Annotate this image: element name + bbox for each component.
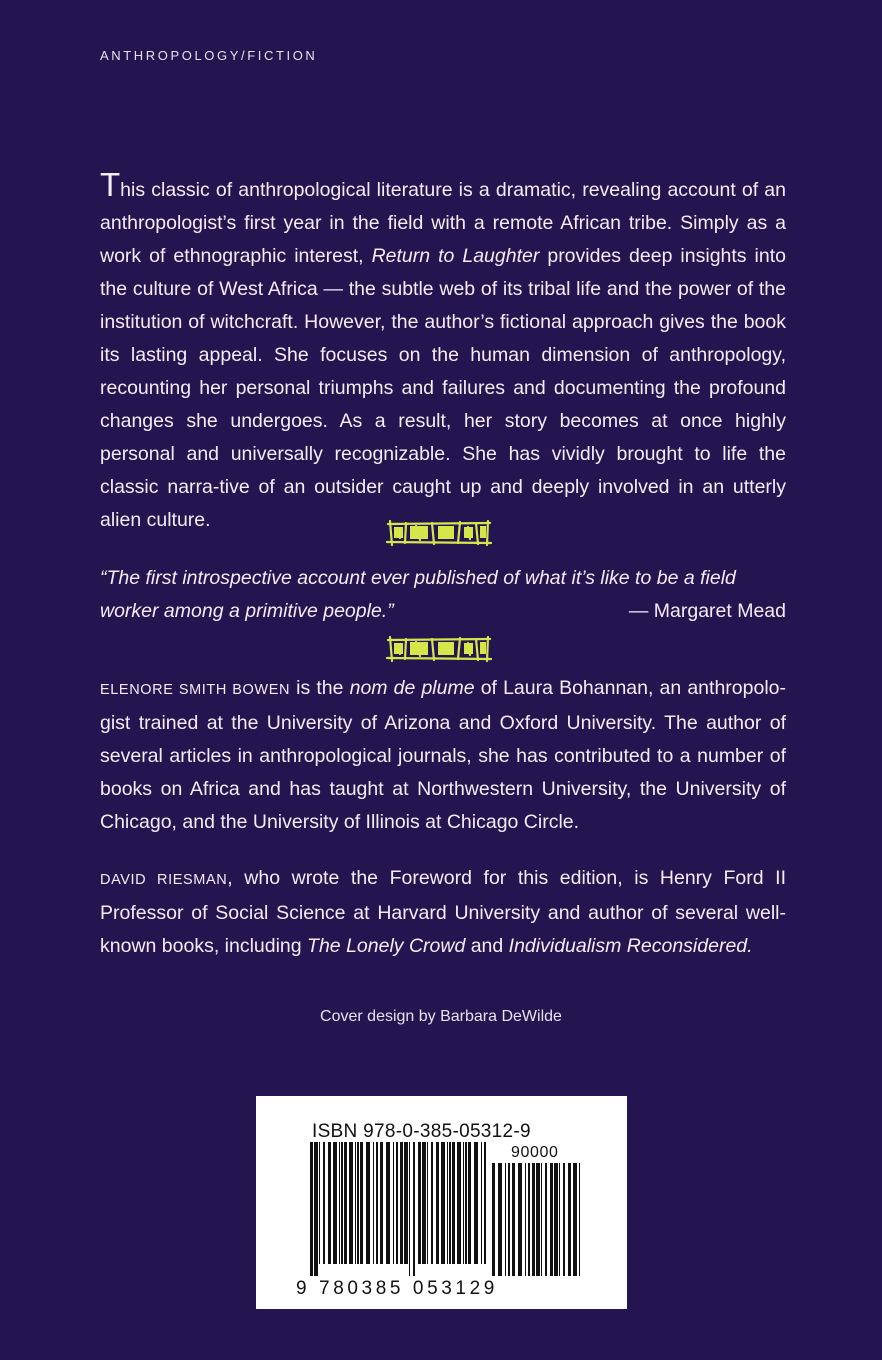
book-title-2: Individualism Reconsidered. [508, 935, 753, 957]
barcode-bar [484, 1142, 486, 1264]
barcode-bar [386, 1142, 390, 1264]
barcode-bar [452, 1142, 455, 1264]
barcode-bar [518, 1163, 522, 1276]
barcode-bar [323, 1142, 325, 1264]
ean-barcode [310, 1142, 486, 1276]
barcode-bar [422, 1142, 426, 1264]
barcode-bar [404, 1142, 408, 1264]
barcode-bar [360, 1142, 363, 1264]
barcode-bar [447, 1142, 448, 1264]
barcode-bar [344, 1142, 347, 1264]
barcode-bar [328, 1142, 331, 1264]
barcode-bar [431, 1142, 433, 1264]
barcode-bar [528, 1163, 530, 1276]
decorative-ornament [384, 518, 494, 548]
isbn-label: ISBN 978-0-385-05312-9 [312, 1121, 531, 1142]
barcode-bar [541, 1163, 542, 1276]
barcode-bar [563, 1163, 565, 1276]
barcode-bar [457, 1142, 461, 1264]
quote-line-2: worker among a primitive people.” [100, 600, 394, 622]
barcode-bar [376, 1142, 378, 1264]
quote-attribution: — Margaret Mead [628, 600, 786, 622]
barcode-bar [573, 1163, 577, 1276]
description-text-1: his classic of anthropological literature is a dramatic, revealing account of an anthropologist’s first year in the field with a remote African tribe. Simply as a work of ethnographic interest, [100, 179, 786, 267]
barcode-bar [463, 1142, 464, 1264]
author-name: ELENORE SMITH BOWEN [100, 682, 291, 698]
barcode-bar [341, 1142, 343, 1264]
barcode-bar [532, 1163, 535, 1276]
barcode-bar [314, 1142, 318, 1276]
quote-line-1: “The first introspective account ever published of what it’s like to be a field [100, 567, 736, 589]
price-code: 90000 [511, 1144, 559, 1161]
drop-cap: T [100, 166, 121, 203]
barcode-bar [400, 1142, 403, 1264]
barcode-bar [366, 1142, 370, 1264]
foreword-bio-text: , who wrote the Foreword for this edition, is Henry Ford II Professor of Social Science at Harvard University and author of several well-known books, including [100, 867, 786, 957]
barcode-bar [380, 1142, 383, 1264]
decorative-ornament [384, 634, 494, 664]
barcode-bar [579, 1163, 580, 1276]
pen-name-term: nom de plume [349, 677, 475, 699]
barcode-bar [393, 1142, 394, 1264]
barcode-bar [512, 1163, 515, 1276]
barcode-bar [536, 1163, 540, 1276]
barcode-bar [481, 1142, 482, 1264]
cover-design-credit: Cover design by Barbara DeWilde [320, 1008, 562, 1025]
barcode-bar [349, 1142, 353, 1264]
barcode-bar [310, 1142, 313, 1276]
barcode-bar [355, 1142, 356, 1264]
barcode-bar [492, 1163, 495, 1276]
barcode-bar [357, 1142, 359, 1264]
barcode-bar [545, 1163, 547, 1276]
author-bio-text-2: of Laura Bohannan, an anthropolo-gist trained at the University of Arizona and Oxford University. The author of several articles in anthropological journals, she has contributed to a number of books on Africa and has taught at Northwestern University, the University of Chicago, and the University of Illinois at Chicago Circle. [100, 677, 786, 833]
price-barcode [492, 1163, 580, 1276]
ean-digits: 9 780385 053129 [296, 1278, 498, 1299]
barcode-bar [505, 1163, 506, 1276]
barcode-bar [568, 1163, 571, 1276]
barcode-bar [550, 1163, 553, 1276]
barcode-bar [465, 1142, 467, 1264]
conjunction: and [465, 935, 509, 957]
barcode-bar [413, 1142, 415, 1276]
book-title-1: The Lonely Crowd [307, 935, 466, 957]
description-paragraph [100, 166, 786, 537]
barcode-bar [525, 1163, 526, 1276]
barcode-bar [498, 1163, 502, 1276]
barcode-bar [436, 1142, 439, 1264]
barcode-bar [339, 1142, 340, 1264]
barcode-bar [449, 1142, 451, 1264]
barcode-bar [468, 1142, 471, 1264]
barcode-bar [418, 1142, 421, 1264]
barcode-bar [319, 1142, 320, 1264]
description-text-2: provides deep insights into the culture of West Africa — the subtle web of its tribal life and the power of the institution of witchcraft. However, the author’s fictional approach gives the book its lasting appeal. She focuses on the human dimension of anthropology, recounting her personal triumphs and failures and documenting the profound changes she undergoes. As a result, her story becomes at once highly personal and universally recognizable. She has vividly brought to life the classic narra-tive of an outsider caught up and deeply involved in an utterly alien culture. [100, 245, 786, 531]
author-bio [100, 672, 786, 839]
barcode-bar [559, 1163, 560, 1276]
barcode-bar [508, 1163, 510, 1276]
barcode-bar [333, 1142, 337, 1264]
barcode-bar [396, 1142, 398, 1264]
foreword-author-bio [100, 862, 786, 963]
barcode-bar [474, 1142, 478, 1264]
author-bio-text-1: is the [290, 677, 350, 699]
barcode-bar [409, 1142, 410, 1276]
barcode-bar [441, 1142, 445, 1264]
barcode-bar [554, 1163, 558, 1276]
foreword-author-name: DAVID RIESMAN [100, 872, 228, 888]
category-label: ANTHROPOLOGY/FICTION [100, 48, 318, 63]
book-title: Return to Laughter [371, 245, 540, 267]
review-quote [100, 562, 786, 628]
barcode-bar [427, 1142, 428, 1264]
barcode-bar [373, 1142, 374, 1264]
